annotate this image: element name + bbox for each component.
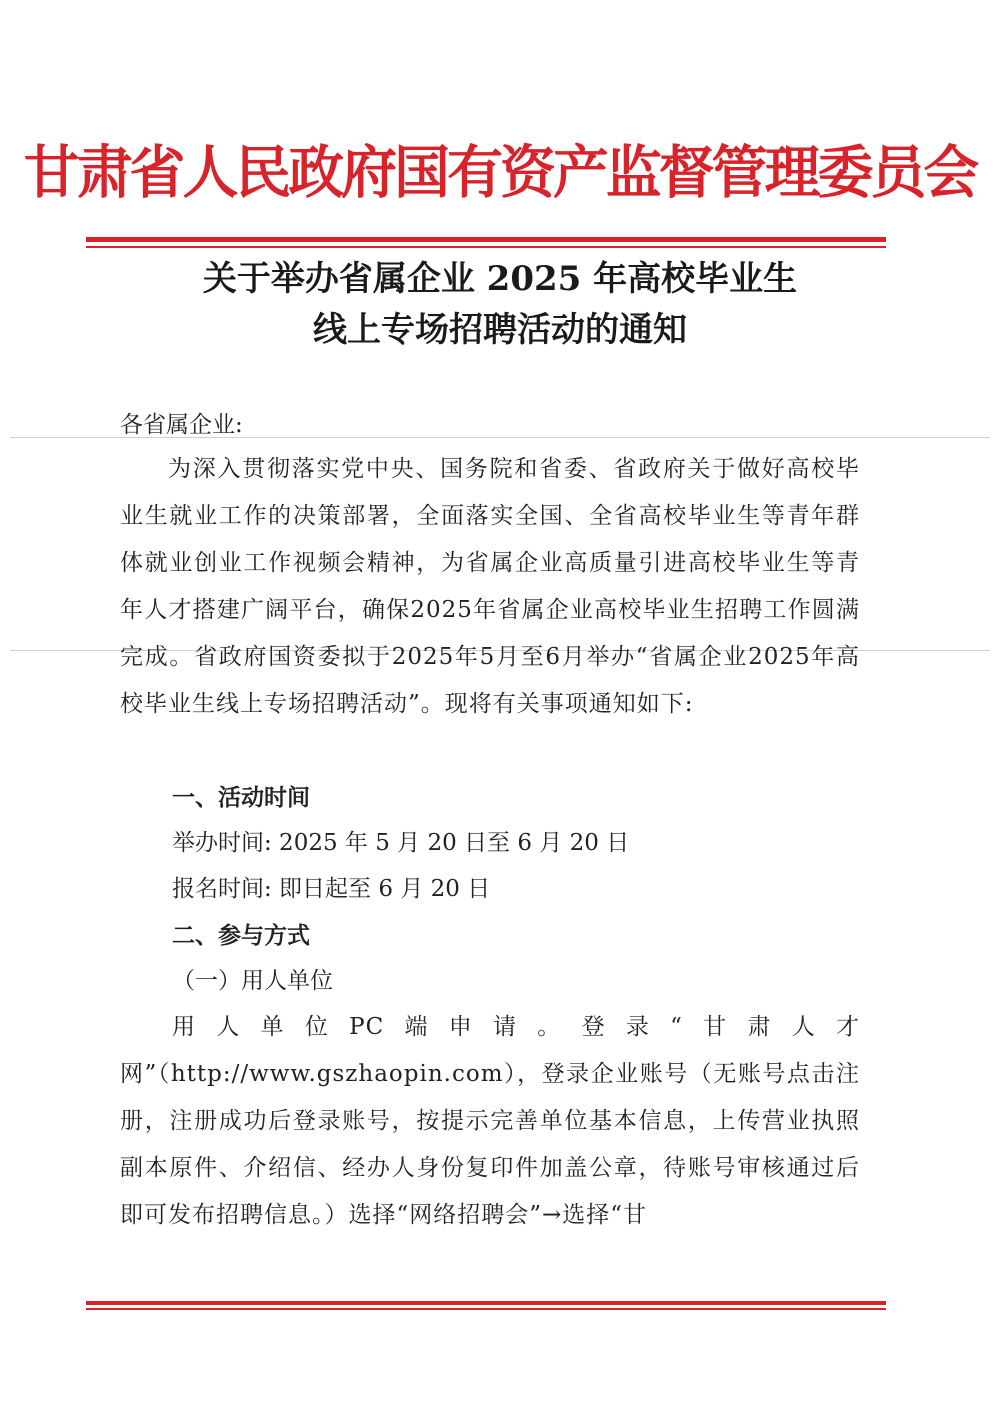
signup-time-line: 报名时间: 即日起至 6 月 20 日 bbox=[172, 876, 491, 902]
notice-title-line1: 关于举办省属企业 2025 年高校毕业生 bbox=[202, 259, 798, 299]
salutation: 各省属企业: bbox=[120, 412, 243, 438]
employer-paragraph: 用人单位PC端申请。登录“甘肃人才网”（http://www.gszhaopin.com），登录企业账号（无账号点击注册，注册成功后登录账号，按提示完善单位基本信息，上传营业执照副本原件、介绍信、经办人身份复印件加盖公章，待账号审核通过后即可发布招聘信息。）选择“网络招聘会”→选择“甘 bbox=[120, 1014, 860, 1228]
header-red-rule-thin bbox=[86, 246, 886, 248]
footer-red-rule-thin bbox=[86, 1308, 886, 1310]
subsection-heading-employers: （一）用人单位 bbox=[172, 968, 333, 994]
issuing-organization-header: 甘肃省人民政府国有资产监督管理委员会 bbox=[23, 139, 977, 206]
section-heading-participation: 二、参与方式 bbox=[172, 923, 310, 949]
intro-paragraph: 为深入贯彻落实党中央、国务院和省委、省政府关于做好高校毕业生就业工作的决策部署，全面落实全国、全省高校毕业生等青年群体就业创业工作视频会精神，为省属企业高质量引进高校毕业生等青年人才搭建广阔平台，确保2025年省属企业高校毕业生招聘工作圆满完成。省政府国资委拟于2025年5月至6月举办“省属企业2025年高校毕业生线上专场招聘活动”。现将有关事项通知如下: bbox=[120, 456, 860, 717]
header-red-rule-thick bbox=[86, 237, 886, 242]
notice-title-line2: 线上专场招聘活动的通知 bbox=[313, 310, 687, 350]
section-heading-activity-time: 一、活动时间 bbox=[172, 785, 310, 811]
hold-time-line: 举办时间: 2025 年 5 月 20 日至 6 月 20 日 bbox=[172, 830, 630, 856]
footer-red-rule-thick bbox=[86, 1301, 886, 1305]
